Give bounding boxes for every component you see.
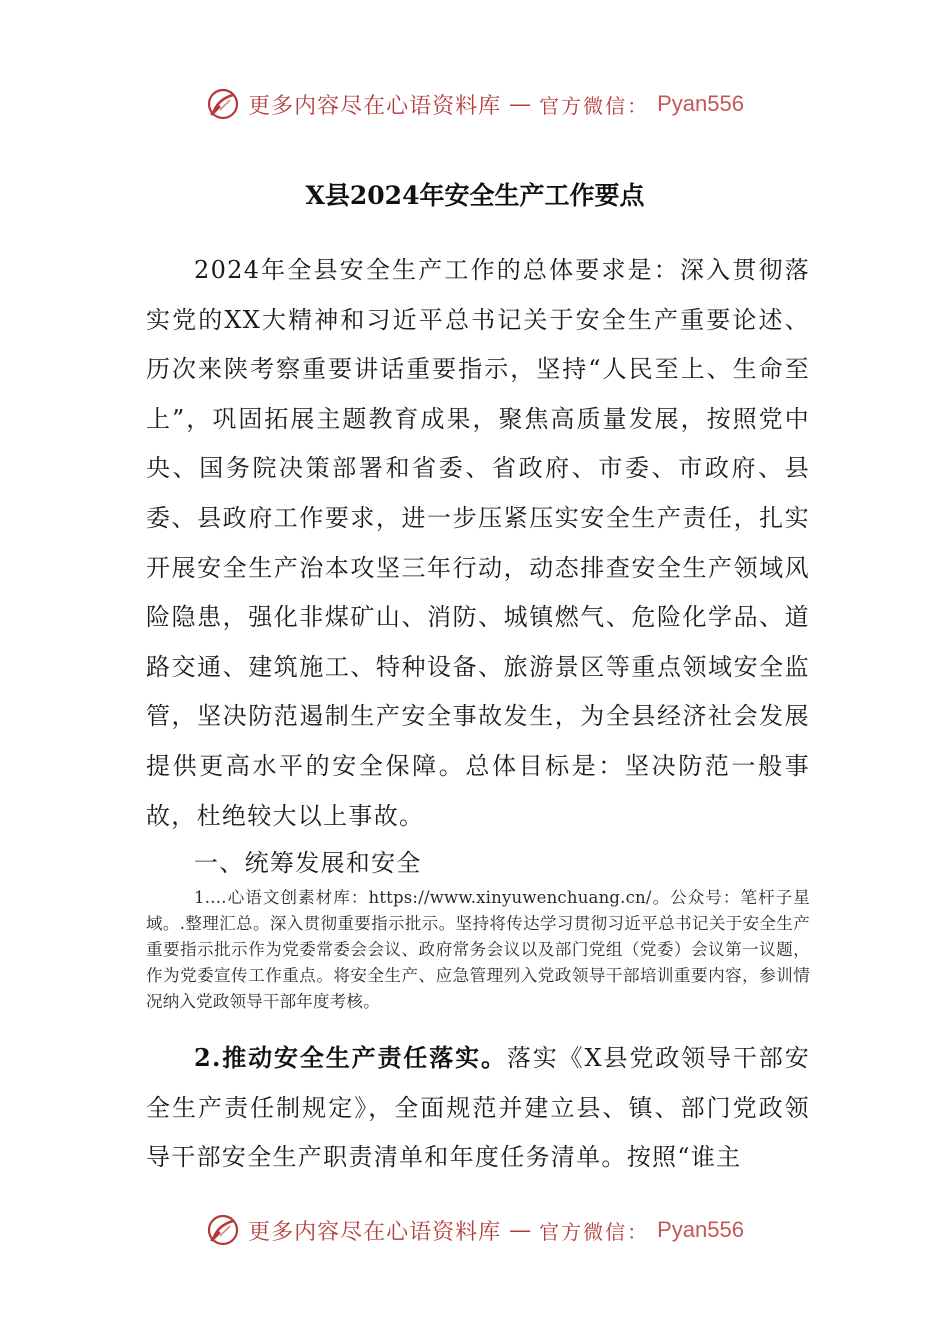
item-2-paragraph — [146, 1033, 810, 1183]
watermark-text: 更多内容尽在心语资料库 — [248, 93, 502, 119]
document-title: X县2024年安全生产工作要点 — [305, 181, 645, 210]
watermark-separator: — — [509, 1217, 532, 1243]
section-1-heading: 一、统筹发展和安全 — [194, 849, 422, 878]
intro-paragraph: 2024年全县安全生产工作的总体要求是：深入贯彻落实党的XX大精神和习近平总书记关于安全生产重要论述、历次来陕考察重要讲话重要指示，坚持“人民至上、生命至上”，巩固拓展主题教育成果，聚焦高质量发展，按照党中央、国务院决策部署和省委、省政府、市委、市政府、县委、县政府工作要求，进一步压紧压实安全生产责任，扎实开展安全生产治本攻坚三年行动，动态排查安全生产领域风险隐患，强化非煤矿山、消防、城镇燃气、危险化学品、道路交通、建筑施工、特种设备、旅游景区等重点领域安全监管，坚决防范遏制生产安全事故发生，为全县经济社会发展提供更高水平的安全保障。总体目标是：坚决防范一般事故，杜绝较大以上事故。 — [146, 256, 810, 830]
header-watermark — [0, 84, 950, 124]
pen-seal-logo-icon — [206, 1213, 240, 1247]
watermark-label: 官方微信： — [539, 93, 650, 118]
watermark-wechat-id: Pyan556 — [657, 91, 744, 116]
watermark-separator: — — [509, 91, 532, 117]
item-2-heading: 2.推动安全生产责任落实。 — [194, 1043, 507, 1073]
watermark-wechat-id: Pyan556 — [657, 1217, 744, 1242]
footer-watermark — [0, 1210, 950, 1250]
item-2-text: 落实《X县党政领导干部安全生产责任制规定》，全面规范并建立县、镇、部门党政领导干部安全生产职责清单和年度任务清单。按照“谁主 — [146, 1044, 810, 1172]
item-1-paragraph: 1.…心语文创素材库：https://www.xinyuwenchuang.cn/。公众号：笔杆子星域。.整理汇总。深入贯彻重要指示批示。坚持将传达学习贯彻习近平总书记关于安全生产重要指示批示作为党委常委会会议、政府常务会议以及部门党组（党委）会议第一议题，作为党委宣传工作重点。将安全生产、应急管理列入党政领导干部培训重要内容，参训情况纳入党政领导干部年度考核。 — [146, 888, 810, 1012]
document-body — [146, 246, 810, 1183]
watermark-label: 官方微信： — [539, 1219, 650, 1244]
pen-seal-logo-icon — [206, 87, 240, 121]
watermark-text: 更多内容尽在心语资料库 — [248, 1219, 502, 1245]
